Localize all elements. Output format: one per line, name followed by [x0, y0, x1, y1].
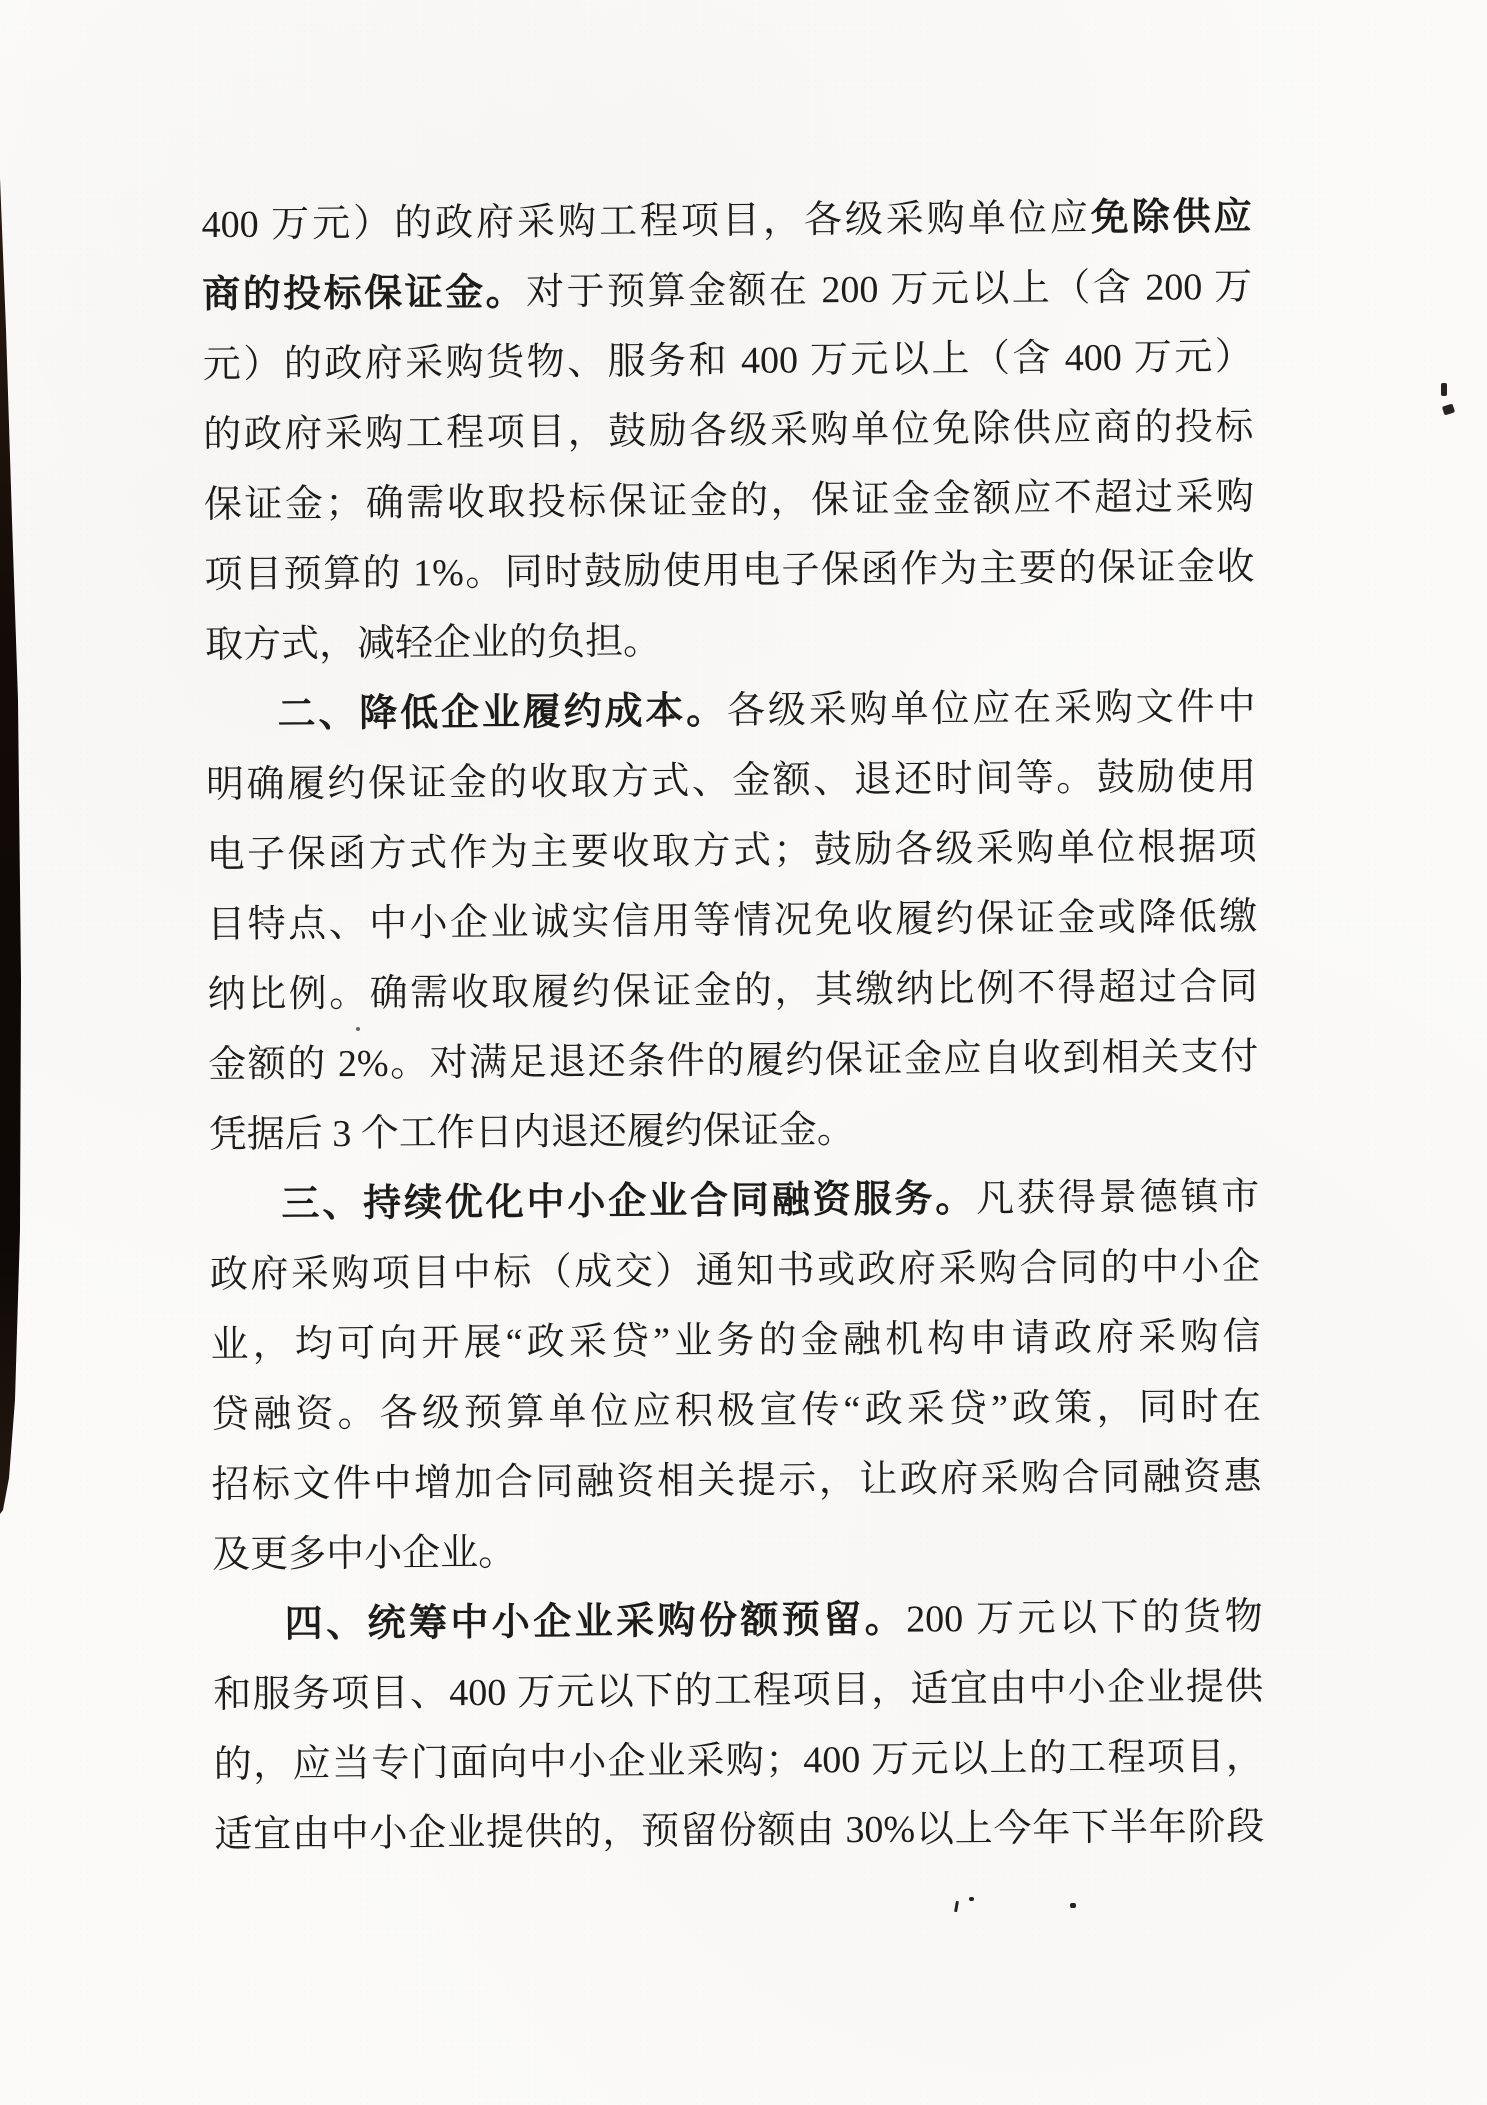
bold-text-segment: 四、统筹中小企业采购份额预留。	[284, 1598, 907, 1646]
text-line	[210, 1232, 1261, 1310]
body-text-segment: 400 万元）的政府采购工程项目，各级采购单位应	[201, 197, 1091, 247]
ink-speck	[1441, 383, 1447, 396]
body-text-segment: 明确履约保证金的收取方式、金额、退还时间等。鼓励使用	[205, 755, 1257, 807]
body-text-segment: 业，均可向开展“政采贷”业务的金融机构申请政府采购信	[210, 1315, 1261, 1367]
text-line	[213, 1652, 1264, 1730]
text-line	[203, 392, 1254, 470]
bold-text-segment: 商的投标保证金。	[202, 271, 527, 317]
ink-speck	[1442, 404, 1455, 416]
ink-speck	[969, 1897, 974, 1901]
body-text-segment: 的，应当专门面向中小企业采购；400 万元以上的工程项目，	[213, 1735, 1264, 1787]
body-text-segment: 及更多中小企业。	[211, 1531, 517, 1577]
text-line	[206, 742, 1257, 820]
body-text-segment: 目特点、中小企业诚实信用等情况免收履约保证金或降低缴	[207, 895, 1258, 947]
body-text-segment: 金额的 2%。对满足退还条件的履约保证金应自收到相关支付	[208, 1035, 1259, 1087]
text-line	[206, 812, 1257, 890]
ink-speck	[954, 1901, 959, 1912]
body-text-segment: 保证金；确需收取投标保证金的，保证金金额应不超过采购	[203, 475, 1255, 527]
body-text-segment: 200 万元以下的货物	[905, 1595, 1263, 1641]
body-text-segment: 招标文件中增加合同融资相关提示，让政府采购合同融资惠	[211, 1455, 1262, 1507]
body-text-segment: 的政府采购工程项目，鼓励各级采购单位免除供应商的投标	[203, 405, 1254, 457]
bold-text-segment: 免除供应	[1090, 195, 1252, 240]
text-line	[204, 462, 1255, 540]
body-text-segment: 凡获得景德镇市	[975, 1175, 1260, 1221]
body-text-segment: 电子保函方式作为主要收取方式；鼓励各级采购单位根据项	[206, 825, 1257, 877]
text-line	[203, 322, 1254, 400]
text-line	[205, 672, 1256, 750]
text-line	[209, 1162, 1260, 1240]
text-line	[209, 1092, 1260, 1170]
text-line	[207, 952, 1258, 1030]
body-text-segment: 纳比例。确需收取履约保证金的，其缴纳比例不得超过合同	[207, 965, 1258, 1017]
body-text-segment: 政府采购项目中标（成交）通知书或政府采购合同的中小企	[209, 1245, 1261, 1297]
edge-artifact-shape	[0, 178, 21, 1514]
text-line	[202, 252, 1253, 330]
body-text-segment: 取方式，减轻企业的负担。	[204, 620, 662, 667]
body-text-segment: 适宜由中小企业提供的，预留份额由 30%以上今年下半年阶段	[214, 1805, 1265, 1857]
text-line	[207, 882, 1258, 960]
ink-speck	[1070, 1903, 1076, 1908]
body-text-segment: 凭据后 3 个工作日内退还履约保证金。	[208, 1109, 856, 1157]
text-line	[212, 1582, 1263, 1660]
text-line	[211, 1372, 1262, 1450]
text-line	[211, 1442, 1262, 1520]
body-text-segment: 对于预算金额在 200 万元以上（含 200 万	[525, 265, 1253, 314]
text-line	[201, 182, 1252, 260]
body-text-segment: 和服务项目、400 万元以下的工程项目，适宜由中小企业提供	[213, 1665, 1264, 1717]
body-text-segment: 贷融资。各级预算单位应积极宣传“政采贷”政策，同时在	[210, 1385, 1262, 1437]
text-line	[210, 1302, 1261, 1380]
text-line	[204, 532, 1255, 610]
body-text-segment: 元）的政府采购货物、服务和 400 万元以上（含 400 万元）	[202, 335, 1253, 387]
bold-text-segment: 三、持续优化中小企业合同融资服务。	[281, 1178, 977, 1226]
body-text-segment: 项目预算的 1%。同时鼓励使用电子保函作为主要的保证金收	[204, 545, 1255, 597]
bold-text-segment: 二、降低企业履约成本。	[277, 690, 728, 736]
text-line	[205, 602, 1256, 680]
scan-edge-artifact	[0, 0, 26, 2105]
document-body	[201, 182, 1264, 1870]
text-line	[208, 1022, 1259, 1100]
text-line	[212, 1512, 1263, 1590]
text-line	[214, 1722, 1265, 1800]
body-text-segment: 各级采购单位应在采购文件中	[726, 685, 1256, 733]
text-line	[214, 1792, 1265, 1870]
